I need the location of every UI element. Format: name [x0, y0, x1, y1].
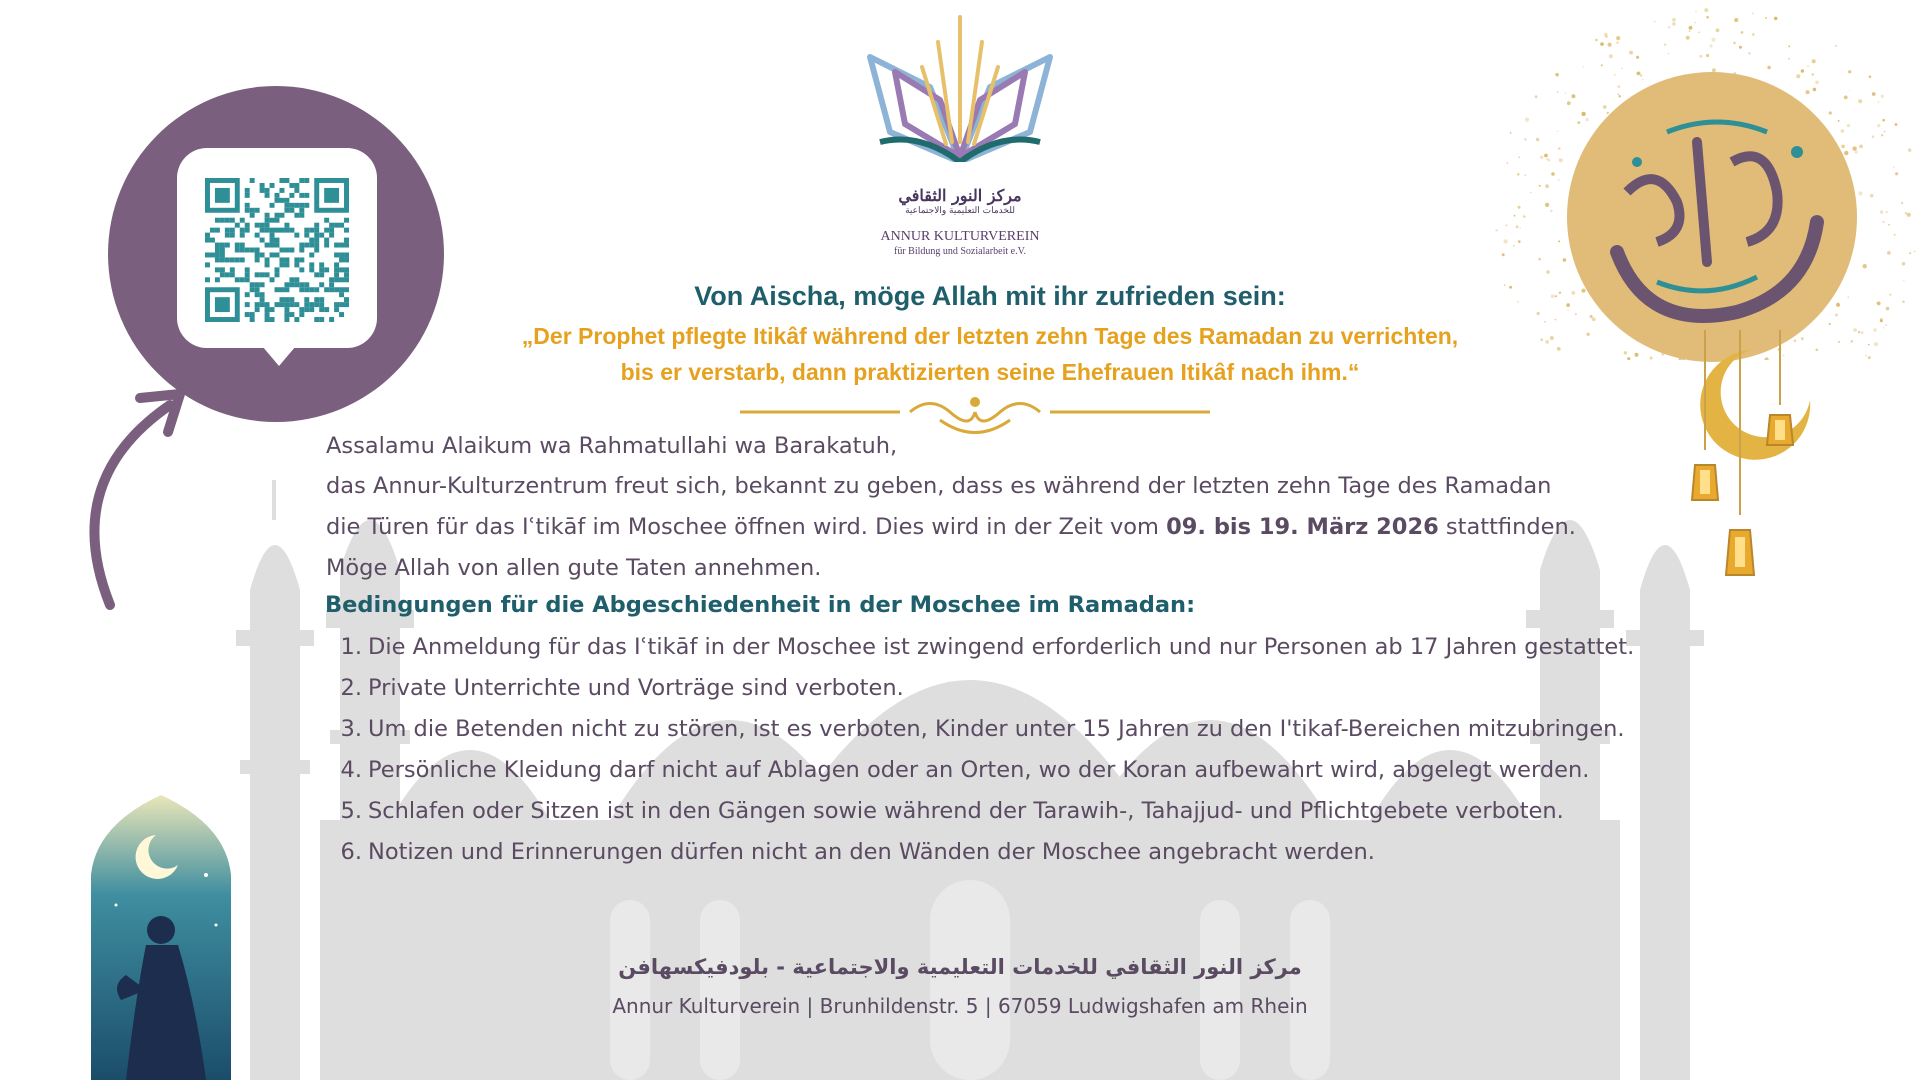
list-text: Private Unterrichte und Vorträge sind verboten.	[368, 675, 904, 701]
list-item	[334, 839, 1375, 865]
ramadan-kareem-calligraphy	[1567, 72, 1857, 362]
list-item	[334, 798, 1564, 824]
list-text: Die Anmeldung für das Iʿtikāf in der Moschee ist zwingend erforderlich und nur Personen ab 17 Jahren gestattet.	[368, 634, 1635, 660]
arrow-icon	[80, 380, 190, 610]
footer-arabic: مركز النور الثقافي للخدمات التعليمية والاجتماعية - بلودفيكسهافن	[618, 955, 1302, 979]
logo-subtitle: für Bildung und Sozialarbeit e.V.	[893, 246, 1027, 257]
logo-arabic-subtitle: للخدمات التعليمية والاجتماعية	[905, 206, 1015, 216]
list-item	[334, 675, 904, 701]
list-item	[334, 757, 1589, 783]
qr-code-icon[interactable]	[205, 178, 349, 322]
list-text: Notizen und Erinnerungen dürfen nicht an den Wänden der Moschee angebracht werden.	[368, 839, 1375, 865]
list-number: 5.	[340, 798, 362, 824]
list-number: 6.	[340, 839, 362, 865]
itikaf-date-range: 09. bis 19. März 2026	[1166, 514, 1439, 540]
hadith-quote-line-1: „Der Prophet pflegte Itikâf während der letzten zehn Tage des Ramadan zu verrichten,	[521, 323, 1459, 349]
logo-arabic-name: مركز النور الثقافي	[898, 186, 1022, 205]
list-text: Persönliche Kleidung darf nicht auf Ablagen oder an Orten, wo der Koran aufbewahrt wird, abgelegt werden.	[368, 757, 1590, 783]
list-number: 3.	[340, 716, 362, 742]
hadith-quote-line-2: bis er verstarb, dann praktizierten seine Ehefrauen Itikâf nach ihm.“	[620, 359, 1360, 385]
praying-person-icon	[86, 795, 236, 1080]
list-number: 4.	[340, 757, 362, 783]
announcement-line-2-start: die Türen für das Iʿtikāf im Moschee öffnen wird. Dies wird in der Zeit vom	[326, 514, 1167, 540]
list-number: 1.	[340, 634, 362, 660]
list-text: Schlafen oder Sitzen ist in den Gängen sowie während der Tarawih-, Tahajjud- und Pflichtgebete verboten.	[368, 798, 1564, 824]
list-text: Um die Betenden nicht zu stören, ist es verboten, Kinder unter 15 Jahren zu den I'tikaf-Bereichen mitzubringen.	[368, 716, 1625, 742]
greeting: Assalamu Alaikum wa Rahmatullahi wa Barakatuh,	[326, 433, 898, 459]
conditions-title: Bedingungen für die Abgeschiedenheit in der Moschee im Ramadan:	[325, 592, 1196, 618]
announcement-line-3: Möge Allah von allen gute Taten annehmen.	[326, 555, 822, 581]
list-item	[334, 634, 1634, 660]
announcement-line-2-end: stattfinden.	[1438, 514, 1576, 540]
footer-address: Annur Kulturverein | Brunhildenstr. 5 | 67059 Ludwigshafen am Rhein	[612, 994, 1308, 1018]
announcement-line-2	[326, 514, 1576, 540]
list-number: 2.	[340, 675, 362, 701]
list-item	[334, 716, 1625, 742]
lantern-icon	[1680, 330, 1840, 610]
logo-name: ANNUR KULTURVEREIN	[880, 229, 1040, 244]
announcement-line-1: das Annur-Kulturzentrum freut sich, bekannt zu geben, dass es während der letzten zehn Tage des Ramadan	[326, 473, 1552, 499]
page-heading: Von Aischa, möge Allah mit ihr zufrieden sein:	[694, 281, 1286, 311]
book-logo-icon	[860, 12, 1060, 162]
